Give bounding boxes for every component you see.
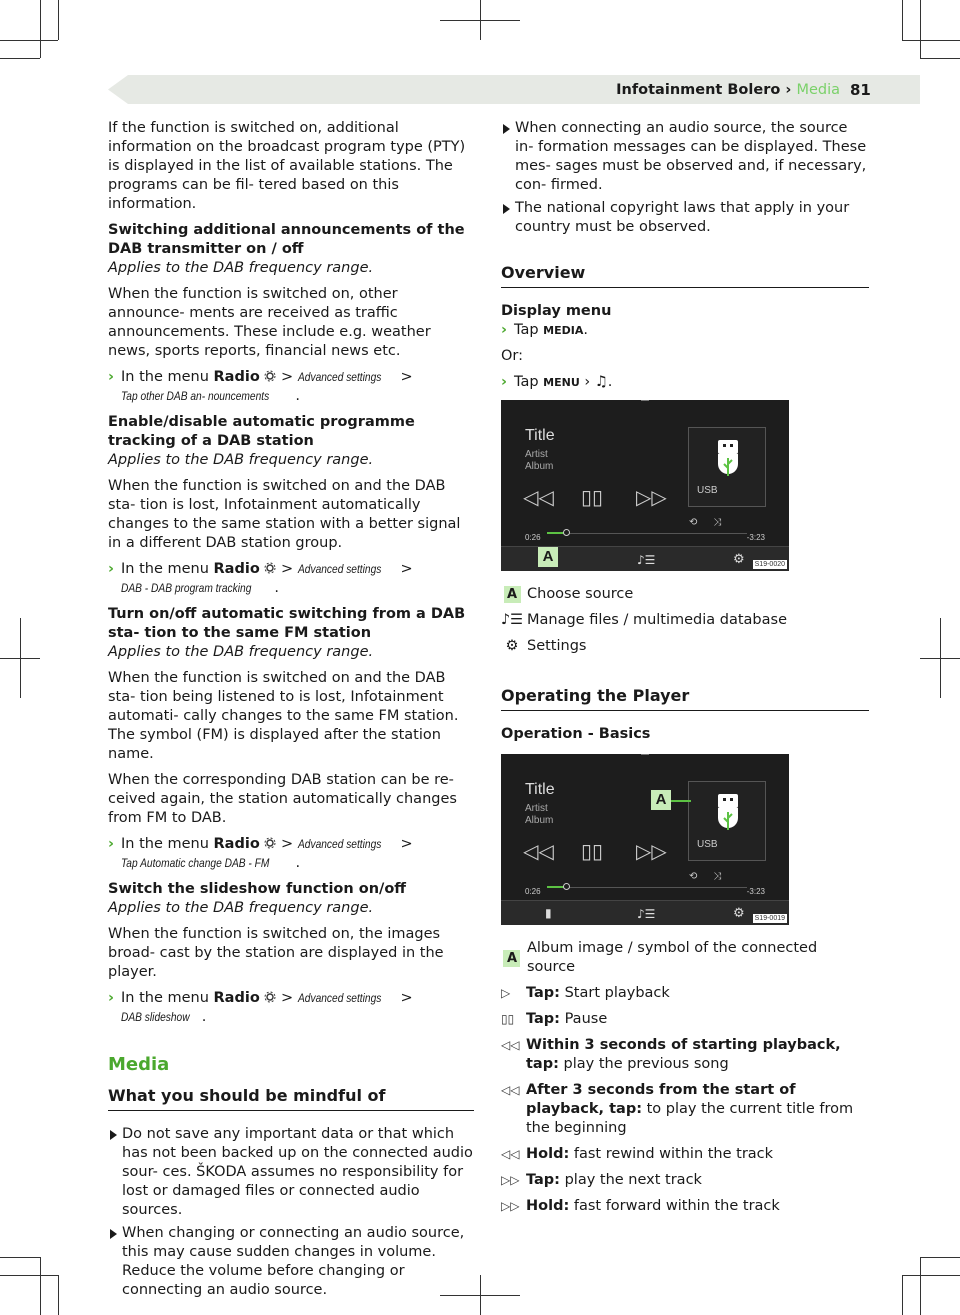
menu-path-item: Tap Automatic change DAB - FM — [121, 856, 270, 870]
path-separator: > — [400, 369, 413, 385]
crop-mark — [0, 1257, 40, 1258]
step-text: In the menu — [121, 561, 209, 577]
gear-icon: ⚙ — [505, 638, 519, 654]
subheading-text: Switching additional announcements of the DAB transmitter on / off — [108, 222, 465, 257]
control-icon: ◁◁ — [501, 1147, 520, 1161]
track-meta — [525, 449, 553, 473]
legend-text: Choose source — [527, 586, 634, 602]
operation-item — [501, 1081, 869, 1138]
marker-a: A — [538, 547, 558, 567]
crop-mark — [20, 618, 21, 698]
paragraph: Or: — [501, 348, 524, 364]
bullet-item — [108, 1224, 474, 1300]
pause-icon: ▯▯ — [581, 839, 604, 863]
crop-mark — [920, 1257, 960, 1258]
control-icon: ◁◁ — [501, 1038, 520, 1052]
step-arrow-icon: › — [108, 990, 114, 1006]
subheading: Display menu — [501, 303, 612, 319]
crop-mark — [920, 0, 921, 58]
progress-fill — [547, 886, 564, 888]
progress-track — [547, 887, 747, 888]
marker-leader-line — [671, 800, 691, 802]
path-separator: > — [281, 561, 294, 577]
radio-label: Radio — [213, 990, 260, 1006]
bullet-triangle-icon — [503, 204, 510, 214]
paragraph: If the function is switched on, additional information on the broadcast program type (PTY) is displayed in the list of available stations. The programs can be fil- tered based on this information. — [108, 120, 466, 212]
crop-mark — [480, 1275, 481, 1315]
bullet-text: When connecting an audio source, the source in- formation messages can be displayed. These mes- sages must be observed and, if necessary, con- firmed. — [515, 120, 867, 193]
crop-mark — [0, 40, 58, 41]
album-art — [688, 781, 766, 861]
marker-a-badge: A — [504, 586, 521, 603]
files-list-icon: ♪☰ — [637, 553, 656, 567]
operation-item — [501, 1145, 869, 1164]
header-chapter: Infotainment Bolero — [616, 82, 781, 98]
path-separator: > — [281, 990, 294, 1006]
bullet-text: Do not save any important data or that which has not been backed up on the connected audio sour- ces. ŠKODA assumes no responsibility for lost or damaged files or connected audio sources. — [122, 1126, 473, 1218]
track-meta — [525, 803, 553, 827]
control-icon: ◁◁ — [501, 1083, 520, 1097]
operation-action: Hold: — [526, 1146, 570, 1162]
remaining-time: -3:23 — [746, 887, 765, 896]
crop-mark — [0, 58, 40, 59]
files-list-icon: ♪☰ — [500, 612, 524, 628]
gear-icon: ⚙ — [733, 552, 745, 567]
bullet-item — [501, 119, 869, 195]
path-separator: › — [584, 374, 591, 390]
subheading-text: Turn on/off automatic switching from a DAB sta- tion to the same FM station — [108, 606, 466, 641]
progress-track — [547, 533, 747, 534]
operation-action: Hold: — [526, 1198, 570, 1214]
source-label: USB — [697, 485, 718, 496]
track-title: Title — [525, 427, 555, 444]
crop-mark — [40, 0, 41, 58]
player-screenshot — [501, 754, 789, 925]
instruction-step: › In the menu Radio > Advanced settings > DAB - DAB program tracking . — [108, 561, 413, 596]
track-album: Album — [525, 815, 554, 826]
step-text: In the menu — [121, 836, 209, 852]
source-label: USB — [697, 839, 718, 850]
operation-text — [526, 1145, 773, 1164]
header-separator: › — [785, 82, 792, 98]
section-title: Media — [108, 1054, 170, 1075]
crop-mark — [902, 0, 903, 40]
operation-result: Start playback — [559, 985, 670, 1001]
running-header — [616, 81, 840, 100]
subheading — [108, 221, 474, 278]
step-arrow-icon: › — [108, 836, 114, 852]
control-icon: ▷▷ — [501, 1199, 520, 1213]
crop-mark — [902, 40, 960, 41]
applies-note: Applies to the DAB frequency range. — [108, 644, 374, 660]
operation-text — [526, 1010, 607, 1029]
legend-text: Settings — [527, 638, 587, 654]
bullet-triangle-icon — [110, 1229, 117, 1239]
bullet-text: When changing or connecting an audio source, this may cause sudden changes in volume. Reduce the volume before changing or connecting an audio source. — [122, 1225, 465, 1298]
operation-action: Within 3 seconds of starting playback, tap: — [526, 1037, 841, 1072]
previous-track-icon: ◁◁ — [523, 839, 554, 863]
path-separator: > — [281, 369, 294, 385]
operation-text — [526, 1036, 869, 1074]
crop-mark — [902, 1275, 960, 1276]
crop-mark — [480, 0, 481, 40]
operation-action: Tap: — [526, 1011, 560, 1027]
step-arrow-icon: › — [108, 369, 114, 385]
crop-mark — [920, 1257, 921, 1315]
path-separator: > — [400, 836, 413, 852]
previous-track-icon: ◁◁ — [523, 485, 554, 509]
radio-label: Radio — [213, 836, 260, 852]
crop-mark — [902, 1275, 903, 1315]
operation-text — [526, 1171, 702, 1190]
files-list-icon: ♪☰ — [637, 907, 656, 921]
crop-mark — [58, 0, 59, 40]
legend-item — [501, 611, 869, 630]
next-track-icon: ▷▷ — [636, 839, 667, 863]
path-separator: > — [400, 561, 413, 577]
legend-text: Album image / symbol of the connected source — [526, 940, 818, 975]
figure-code: S19-0019 — [754, 915, 785, 922]
gear-icon — [264, 837, 276, 849]
menu-path-item: Tap other DAB an- nouncements — [121, 389, 270, 403]
paragraph: When the function is switched on, the images broad- cast by the station are displayed in the player. — [108, 926, 444, 980]
menu-path-item: Advanced settings — [297, 370, 382, 384]
applies-note: Applies to the DAB frequency range. — [108, 900, 374, 916]
applies-note: Applies to the DAB frequency range. — [108, 260, 374, 276]
crop-mark — [920, 58, 960, 59]
bottom-bar — [501, 900, 789, 925]
operation-item — [501, 1010, 869, 1029]
paragraph: When the corresponding DAB station can be re- ceived again, the station automatically changes from FM to DAB. — [108, 772, 457, 826]
legend-text: Manage files / multimedia database — [527, 612, 788, 628]
operation-action: Tap: — [526, 985, 560, 1001]
control-icon: ▯▯ — [501, 1012, 515, 1026]
operation-item — [501, 1197, 869, 1216]
repeat-shuffle-icons: ⟲ ⤨ — [689, 871, 722, 882]
gear-icon — [264, 370, 276, 382]
operation-result: fast forward within the track — [569, 1198, 780, 1214]
usb-small-icon: ▮ — [545, 906, 552, 920]
elapsed-time: 0:26 — [525, 533, 541, 542]
usb-icon — [715, 792, 741, 838]
instruction-step: › Tap MENU › ♫. — [501, 374, 613, 390]
menu-path-item: Advanced settings — [297, 837, 382, 851]
screen-top-indicator — [641, 754, 649, 755]
operation-result: play the previous song — [558, 1056, 729, 1072]
instruction-step: › Tap MEDIA. — [501, 322, 588, 338]
left-column — [108, 119, 474, 1304]
operation-result: Pause — [559, 1011, 608, 1027]
menu-path-item: DAB slideshow — [121, 1010, 190, 1024]
menu-path-item: Advanced settings — [297, 562, 382, 576]
subheading-text: Switch the slideshow function on/off — [108, 881, 407, 897]
instruction-step: › In the menu Radio > Advanced settings > DAB slideshow . — [108, 990, 413, 1025]
step-arrow-icon: › — [108, 561, 114, 577]
legend-item — [501, 939, 869, 977]
player-screenshot — [501, 400, 789, 571]
bullet-item — [501, 199, 869, 237]
marker-a-badge: A — [503, 950, 520, 967]
operation-action: Tap: — [526, 1172, 560, 1188]
usb-icon — [715, 438, 741, 484]
operation-result: play the next track — [559, 1172, 702, 1188]
bullet-triangle-icon — [503, 124, 510, 134]
control-icon: ▷▷ — [501, 1173, 520, 1187]
section-heading: Overview — [501, 263, 869, 288]
path-separator: > — [400, 990, 413, 1006]
radio-label: Radio — [213, 369, 260, 385]
subheading — [108, 880, 474, 918]
track-album: Album — [525, 461, 554, 472]
header-section: Media — [796, 82, 840, 98]
operation-result: fast rewind within the track — [569, 1146, 774, 1162]
step-arrow-icon: › — [501, 374, 507, 390]
gear-icon — [264, 562, 276, 574]
step-arrow-icon: › — [501, 322, 507, 338]
legend-item — [501, 637, 869, 656]
subheading — [108, 413, 474, 470]
screen-top-indicator — [641, 400, 649, 401]
radio-label: Radio — [213, 561, 260, 577]
operation-item — [501, 984, 869, 1003]
operation-action: After 3 seconds from the start of playback, tap: — [526, 1082, 796, 1117]
instruction-step: › In the menu Radio > Advanced settings > Tap Automatic change DAB - FM . — [108, 836, 413, 871]
legend-item — [501, 585, 869, 604]
music-note-icon: ♫ — [594, 374, 608, 390]
crop-mark — [40, 1257, 41, 1315]
path-separator: > — [281, 836, 294, 852]
track-artist: Artist — [525, 449, 548, 460]
instruction-step: › In the menu Radio > Advanced settings > Tap other DAB an- nouncements . — [108, 369, 413, 404]
right-column — [501, 119, 869, 1223]
subheading-text: Enable/disable automatic programme tracking of a DAB station — [108, 414, 415, 449]
section-heading: What you should be mindful of — [108, 1086, 474, 1111]
track-artist: Artist — [525, 803, 548, 814]
paragraph: When the function is switched on and the DAB sta- tion is lost, Infotainment automatically changes to the same station with a better signal in a different DAB station group. — [108, 478, 461, 551]
bullet-text: The national copyright laws that apply in your country must be observed. — [515, 200, 850, 235]
step-text: In the menu — [121, 990, 209, 1006]
media-button-label: MEDIA — [543, 324, 584, 337]
progress-knob — [563, 883, 570, 890]
paragraph: When the function is switched on and the DAB sta- tion being listened to is lost, Infotainment automati- cally changes to the same FM station. The symbol (FM) is displayed after the station name. — [108, 670, 459, 762]
remaining-time: -3:23 — [746, 533, 765, 542]
gear-icon: ⚙ — [733, 906, 745, 921]
operation-text — [526, 984, 670, 1003]
figure-code: S19-0020 — [754, 561, 785, 568]
operation-result: to play the current title from the beginning — [526, 1101, 854, 1136]
paragraph: When the function is switched on, other announce- ments are received as traffic announcements. These include e.g. weather news, sports reports, financial news etc. — [108, 286, 431, 359]
next-track-icon: ▷▷ — [636, 485, 667, 509]
bullet-item — [108, 1125, 474, 1220]
crop-mark — [940, 618, 941, 698]
repeat-shuffle-icons: ⟲ ⤨ — [689, 517, 722, 528]
gear-icon — [264, 991, 276, 1003]
operation-text — [526, 1197, 780, 1216]
pause-icon: ▯▯ — [581, 485, 604, 509]
album-art — [688, 427, 766, 507]
progress-fill — [547, 532, 564, 534]
bullet-triangle-icon — [110, 1130, 117, 1140]
applies-note: Applies to the DAB frequency range. — [108, 452, 374, 468]
crop-mark — [58, 1275, 59, 1315]
page-number: 81 — [850, 81, 871, 99]
operation-text — [526, 1081, 869, 1138]
track-title: Title — [525, 781, 555, 798]
menu-path-item: DAB - DAB program tracking — [121, 581, 252, 595]
elapsed-time: 0:26 — [525, 887, 541, 896]
crop-mark — [0, 1275, 58, 1276]
control-icon: ▷ — [501, 986, 511, 1000]
step-text: Tap — [514, 374, 539, 390]
operation-item — [501, 1171, 869, 1190]
subheading: Operation - Basics — [501, 726, 651, 742]
operation-item — [501, 1036, 869, 1074]
subheading — [108, 605, 474, 662]
progress-knob — [563, 529, 570, 536]
operations-list — [501, 984, 869, 1216]
menu-path-item: Advanced settings — [297, 991, 382, 1005]
step-text: In the menu — [121, 369, 209, 385]
step-text: Tap — [514, 322, 539, 338]
section-heading: Operating the Player — [501, 686, 869, 711]
menu-button-label: MENU — [543, 376, 580, 389]
marker-a: A — [651, 790, 671, 810]
